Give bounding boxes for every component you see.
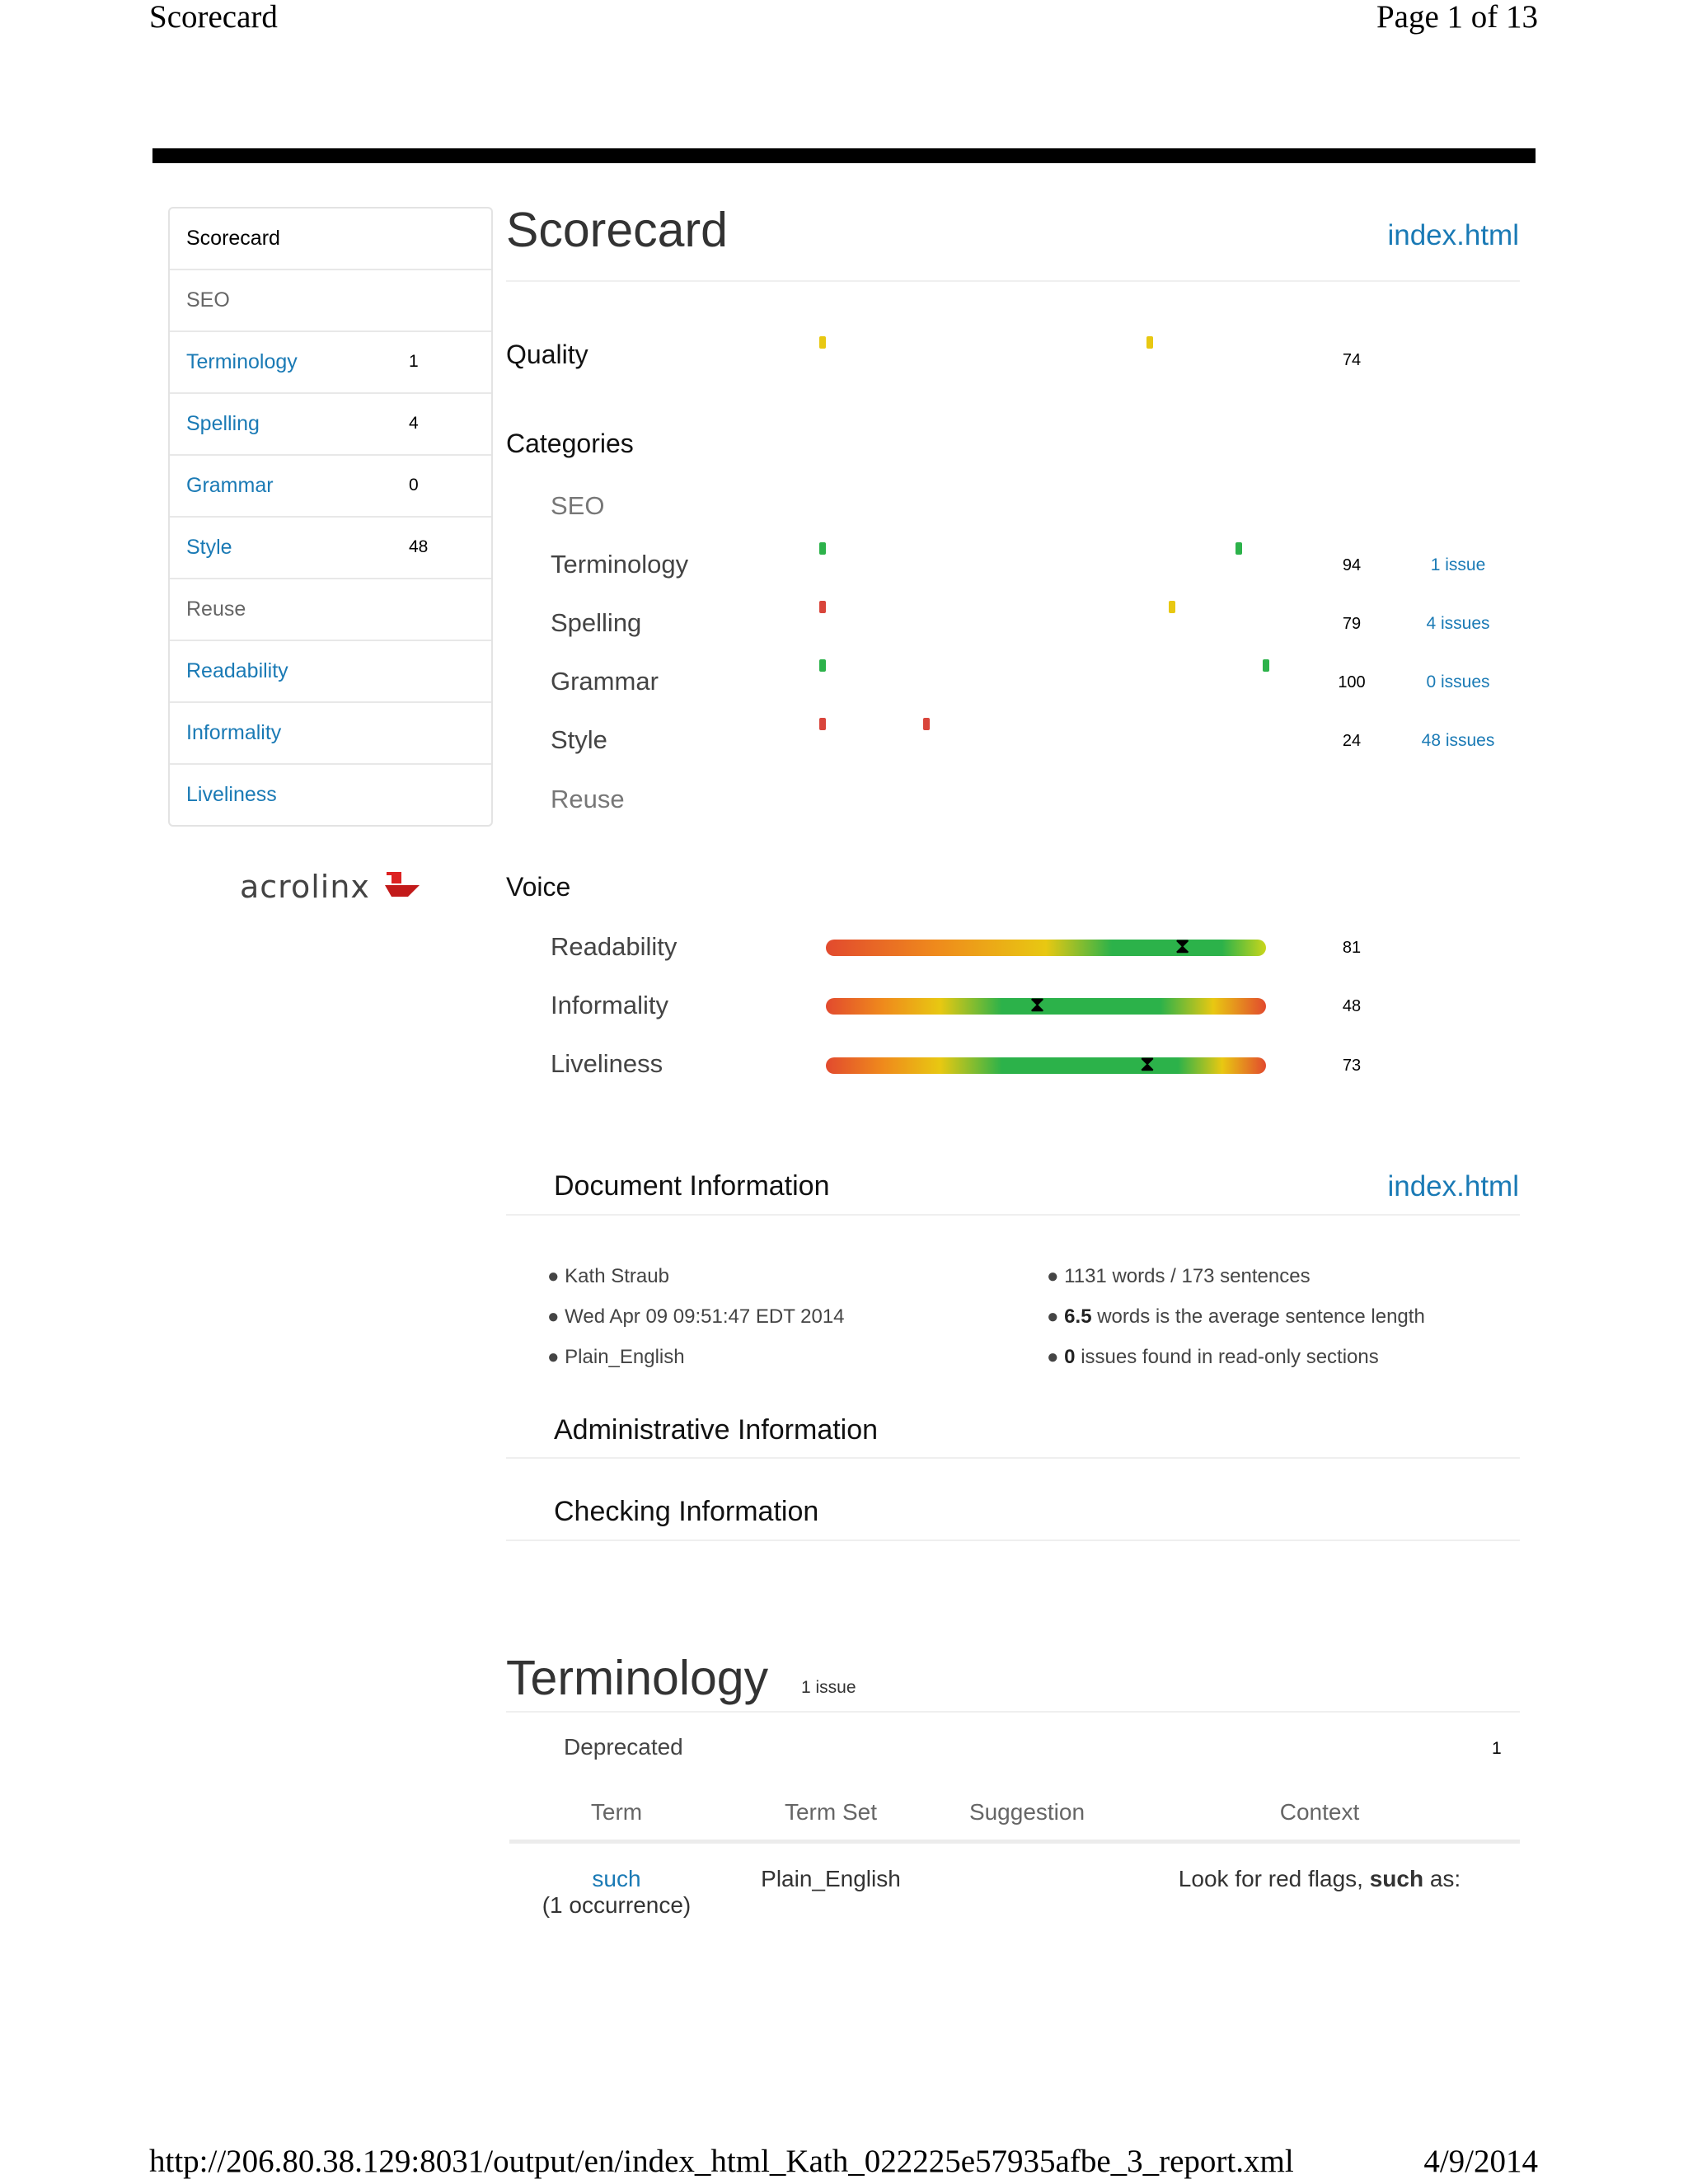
print-footer-date: 4/9/2014 [1423, 2144, 1538, 2179]
term-link[interactable]: such [592, 1866, 641, 1891]
deprecated-group-label: Deprecated [564, 1734, 683, 1760]
voice-liveliness-label: Liveliness [551, 1049, 663, 1078]
quality-label: Quality [506, 340, 588, 369]
context-before: Look for red flags, [1178, 1866, 1370, 1891]
terminology-issue-count: 1 issue [801, 1678, 856, 1697]
terminology-issues-link[interactable]: 1 issue [1430, 555, 1486, 574]
logo-wordmark: acrolinx [240, 869, 370, 905]
context-after: as: [1423, 1866, 1461, 1891]
sidebar-item-terminology[interactable] [170, 332, 491, 394]
liveliness-bar [826, 1057, 1266, 1074]
grammar-issues-link[interactable]: 0 issues [1426, 673, 1490, 691]
readability-pointer-icon: ⧗ [1175, 933, 1190, 958]
page-title: Scorecard [506, 203, 728, 257]
sidebar-item-count: 1 [409, 352, 419, 371]
avg-sentence-value: 6.5 [1064, 1305, 1092, 1328]
sidebar-item-readability[interactable] [170, 641, 491, 703]
voice-readability-label: Readability [551, 932, 678, 961]
informality-bar [826, 998, 1266, 1015]
checking-info-heading[interactable]: Checking Information [554, 1496, 819, 1527]
sidebar-item-label: Spelling [186, 412, 260, 435]
context-highlight: such [1369, 1866, 1424, 1891]
sidebar-item-count: 48 [409, 537, 429, 556]
sidebar-item-label: SEO [186, 288, 230, 312]
readonly-issues-value: 0 [1064, 1346, 1076, 1368]
rule-set-name: Plain_English [565, 1346, 685, 1368]
sidebar-item-reuse [170, 579, 491, 641]
sidebar-item-grammar[interactable] [170, 456, 491, 518]
rule-set-item: ● Plain_English [547, 1346, 685, 1368]
readonly-issues-item: ● 0 issues found in read-only sections [1047, 1346, 1379, 1368]
column-header-term: Term [590, 1799, 643, 1825]
author-name: Kath Straub [565, 1265, 669, 1287]
term-occurrence: (1 occurrence) [542, 1892, 692, 1918]
quality-score-marker [1146, 336, 1153, 349]
sidebar-item-seo [170, 270, 491, 332]
quality-start-marker [819, 336, 826, 349]
author-item: ● Kath Straub [547, 1265, 669, 1287]
sidebar-item-spelling[interactable] [170, 394, 491, 456]
sidebar-item-label: Style [186, 536, 232, 559]
document-info-heading: Document Information [554, 1170, 830, 1202]
style-score: 24 [1342, 732, 1362, 750]
top-rule [152, 148, 1536, 163]
spelling-start-marker [819, 601, 826, 613]
sidebar-item-label: Informality [186, 721, 282, 744]
document-info-file-link[interactable]: index.html [1387, 1170, 1519, 1202]
spelling-score-marker [1169, 601, 1175, 613]
admin-divider [506, 1457, 1520, 1459]
print-page-number: Page 1 of 13 [1376, 0, 1538, 35]
acrolinx-logo [240, 869, 421, 905]
informality-score: 48 [1342, 997, 1362, 1015]
quality-score: 74 [1342, 351, 1362, 369]
sidebar-nav [168, 207, 493, 827]
administrative-info-heading[interactable]: Administrative Information [554, 1414, 879, 1446]
deprecated-group-count: 1 [1492, 1739, 1502, 1758]
terminology-score-marker [1236, 542, 1242, 555]
category-spelling-label: Spelling [551, 608, 642, 637]
readability-score: 81 [1342, 939, 1362, 957]
voice-heading: Voice [506, 872, 571, 902]
column-header-term-set: Term Set [784, 1799, 878, 1825]
terminology-score: 94 [1342, 556, 1362, 574]
logo-mark-icon [383, 870, 421, 898]
sidebar-item-liveliness[interactable] [170, 765, 491, 825]
check-date: Wed Apr 09 09:51:47 EDT 2014 [565, 1305, 845, 1328]
word-count-item: ● 1131 words / 173 sentences [1047, 1265, 1311, 1287]
informality-pointer-icon: ⧗ [1029, 991, 1045, 1016]
sidebar-item-label: Reuse [186, 598, 246, 621]
grammar-score: 100 [1338, 673, 1366, 691]
voice-informality-label: Informality [551, 991, 668, 1019]
style-issues-link[interactable]: 48 issues [1421, 731, 1495, 750]
category-style-label: Style [551, 725, 607, 754]
sidebar-item-scorecard[interactable] [170, 209, 491, 270]
terminology-section-title: Terminology [506, 1651, 769, 1705]
readability-bar [826, 940, 1266, 956]
grammar-score-marker [1263, 659, 1269, 672]
context-cell [1119, 1866, 1520, 1892]
spelling-score: 79 [1342, 615, 1362, 633]
avg-sentence-text: words is the average sentence length [1091, 1305, 1425, 1328]
table-row [509, 1866, 1520, 1932]
date-item: ● Wed Apr 09 09:51:47 EDT 2014 [547, 1305, 845, 1328]
terminology-start-marker [819, 542, 826, 555]
category-seo-label: SEO [551, 491, 605, 520]
checking-divider [506, 1540, 1520, 1541]
print-footer-url: http://206.80.38.129:8031/output/en/index_html_Kath_022225e57935afbe_3_report.xml [149, 2144, 1294, 2179]
style-score-marker [923, 718, 930, 730]
liveliness-score: 73 [1342, 1057, 1362, 1075]
print-header-title: Scorecard [149, 0, 278, 35]
table-header-rule [509, 1840, 1520, 1844]
sidebar-item-label: Liveliness [186, 783, 277, 806]
spelling-issues-link[interactable]: 4 issues [1426, 614, 1490, 633]
sidebar-item-informality[interactable] [170, 703, 491, 765]
sidebar-item-label: Terminology [186, 350, 298, 373]
sidebar-item-label: Readability [186, 659, 288, 682]
column-header-suggestion: Suggestion [968, 1799, 1085, 1825]
categories-heading: Categories [506, 429, 634, 458]
document-info-divider [506, 1214, 1520, 1216]
term-cell [509, 1866, 724, 1919]
sidebar-item-label: Grammar [186, 474, 274, 497]
category-reuse-label: Reuse [551, 785, 625, 813]
sidebar-item-label: Scorecard [186, 227, 280, 250]
category-grammar-label: Grammar [551, 667, 659, 696]
grammar-start-marker [819, 659, 826, 672]
title-divider [506, 280, 1520, 282]
column-header-context: Context [1279, 1799, 1360, 1825]
word-count-text: 1131 words / 173 sentences [1064, 1265, 1311, 1287]
term-set-cell: Plain_English [761, 1866, 901, 1891]
avg-sentence-item: ● 6.5 words is the average sentence length [1047, 1305, 1425, 1328]
liveliness-pointer-icon: ⧗ [1139, 1051, 1156, 1076]
terminology-divider [506, 1711, 1520, 1713]
sidebar-item-count: 0 [409, 476, 419, 494]
readonly-issues-text: issues found in read-only sections [1075, 1346, 1379, 1368]
style-start-marker [819, 718, 826, 730]
sidebar-item-style[interactable] [170, 518, 491, 579]
category-terminology-label: Terminology [551, 550, 689, 579]
file-link[interactable]: index.html [1387, 219, 1519, 251]
sidebar-item-count: 4 [409, 414, 419, 433]
